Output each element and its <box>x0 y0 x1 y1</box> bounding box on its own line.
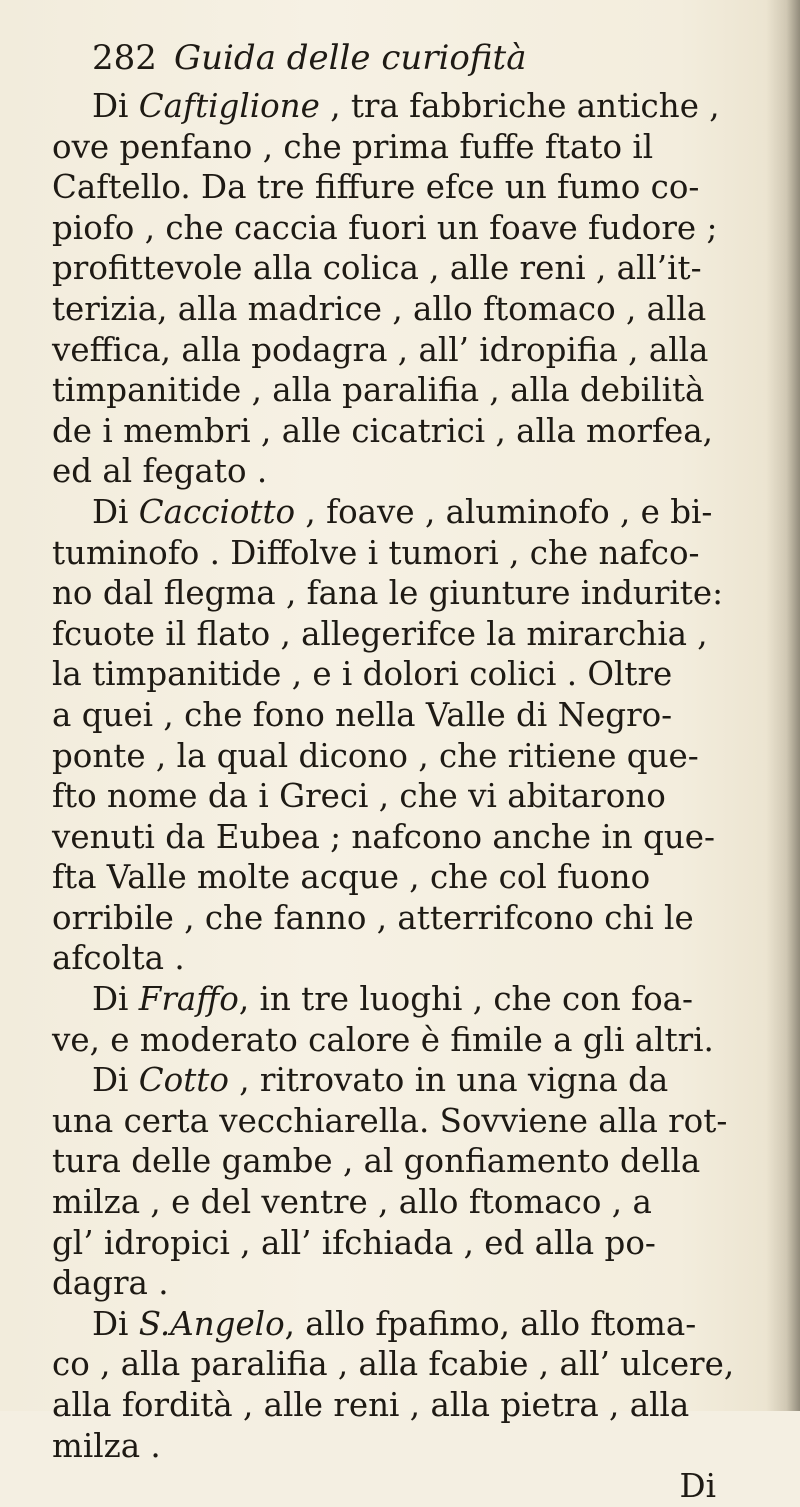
text-line <box>52 370 752 411</box>
text-run: gl’ idropici , all’ ifchiada , ed alla po- <box>52 1223 656 1262</box>
text-run: Di <box>92 980 139 1019</box>
text-line <box>52 1304 752 1345</box>
text-line <box>52 776 752 817</box>
text-line <box>52 1344 752 1385</box>
text-line <box>52 1263 752 1304</box>
text-run: ed al fegato . <box>52 452 268 491</box>
page-number: 282 <box>92 38 157 78</box>
text-line <box>52 1426 752 1467</box>
text-line <box>52 492 752 533</box>
text-run: venuti da Eubea ; nafcono anche in que- <box>52 817 715 856</box>
text-run: no dal flegma , fana le giunture indurite: <box>52 574 724 613</box>
place-name: Cotto <box>138 1061 229 1100</box>
text-run: co , alla paralifia , alla fcabie , all’ ulcere, <box>52 1345 735 1384</box>
text-line <box>52 1182 752 1223</box>
text-line <box>52 857 752 898</box>
text-run: tuminofo . Diffolve i tumori , che nafco- <box>52 533 700 572</box>
place-name: Cacciotto <box>138 492 296 531</box>
text-line <box>52 736 752 777</box>
text-line <box>52 1141 752 1182</box>
text-line <box>52 1101 752 1142</box>
text-run: de i membri , alle cicatrici , alla morfea, <box>52 411 713 450</box>
text-run: Di <box>92 1061 139 1100</box>
text-run: fto nome da i Greci , che vi abitarono <box>52 777 666 816</box>
text-run: Di <box>92 492 139 531</box>
text-run: la timpanitide , e i dolori colici . Oltre <box>52 655 673 694</box>
text-run: ove penfano , che prima fuffe ftato il <box>52 127 654 166</box>
text-run: profittevole alla colica , alle reni , all’it- <box>52 249 702 288</box>
text-line <box>52 167 752 208</box>
place-name: Fraffo <box>138 980 239 1019</box>
text-line <box>52 979 752 1020</box>
body-text <box>52 86 752 1507</box>
text-line <box>52 86 752 127</box>
text-run: alla fordità , alle reni , alla pietra , alla <box>52 1386 690 1424</box>
text-line <box>52 1385 752 1426</box>
text-line <box>52 1020 752 1061</box>
text-run: piofo , che caccia fuori un foave fudore ; <box>52 208 718 247</box>
text-line <box>52 248 752 289</box>
text-line <box>52 127 752 168</box>
text-run: Di <box>92 87 139 125</box>
text-run: orribile , che fanno , atterrifcono chi le <box>52 898 694 937</box>
text-run: una certa vecchiarella. Sovviene alla rot- <box>52 1101 728 1140</box>
text-run: fcuote il flato , allegerifce la mirarchia , <box>52 614 708 653</box>
text-line <box>52 938 752 979</box>
text-line <box>52 573 752 614</box>
text-run: dagra . <box>52 1264 169 1303</box>
place-name: Caftiglione <box>138 87 320 125</box>
text-run: , ritrovato in una vigna da <box>228 1061 669 1100</box>
text-line <box>52 533 752 574</box>
text-run: fta Valle molte acque , che col fuono <box>52 858 651 897</box>
text-line <box>52 330 752 371</box>
running-title: Guida delle curiofità <box>174 38 527 78</box>
text-run: ponte , la qual dicono , che ritiene que- <box>52 736 699 775</box>
text-line <box>52 654 752 695</box>
text-run: afcolta . <box>52 939 185 978</box>
text-run: terizia, alla madrice , allo ftomaco , alla <box>52 289 707 328</box>
text-run: veffica, alla podagra , all’ idropifia , alla <box>52 330 709 369</box>
text-run: milza , e del ventre , allo ftomaco , a <box>52 1183 652 1222</box>
text-line <box>52 1223 752 1264</box>
running-header <box>92 38 692 78</box>
text-run: Di <box>92 1304 139 1343</box>
text-run: , tra fabbriche antiche , <box>319 87 720 125</box>
text-run: ve, e moderato calore è fimile a gli altri. <box>52 1020 714 1059</box>
text-line <box>52 208 752 249</box>
catchword: Di <box>679 1467 716 1506</box>
text-line <box>52 411 752 452</box>
text-line <box>52 451 752 492</box>
text-line <box>52 1060 752 1101</box>
text-line <box>52 289 752 330</box>
text-run: a quei , che fono nella Valle di Negro- <box>52 695 673 734</box>
text-line <box>52 817 752 858</box>
text-line <box>52 695 752 736</box>
text-run: Caftello. Da tre fiffure efce un fumo co- <box>52 168 700 207</box>
text-line <box>52 614 752 655</box>
page-edge-shadow <box>766 0 800 1411</box>
text-line <box>52 898 752 939</box>
text-run: , in tre luoghi , che con foa- <box>238 980 694 1019</box>
text-run: tura delle gambe , al gonfiamento della <box>52 1142 701 1181</box>
text-run: , allo fpafimo, allo ftoma- <box>284 1304 697 1343</box>
text-run: timpanitide , alla paralifia , alla debilità <box>52 371 705 410</box>
text-run: , foave , aluminofo , e bi- <box>295 492 713 531</box>
text-run: milza . <box>52 1426 161 1465</box>
place-name: S.Angelo <box>138 1304 285 1343</box>
